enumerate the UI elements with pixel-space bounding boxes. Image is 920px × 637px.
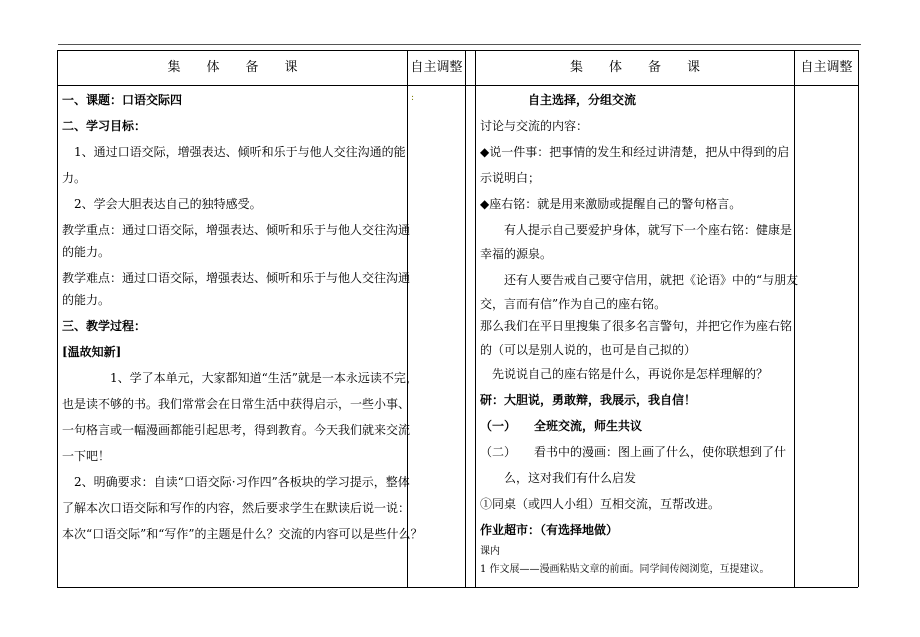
text-line: 也是读不够的书。我们常常会在日常生活中获得启示，一些小事、 [62,397,411,411]
header-row-divider [57,85,858,86]
text-line: 示说明白； [480,171,541,185]
right-content [480,89,799,579]
section-heading: 三、教学过程： [62,319,147,333]
text-line: 的（可以是别人说的，也可是自己拟的） [480,343,697,357]
text-line: 1、通过口语交际，增强表达、倾听和乐于与他人交往沟通的能 [74,145,406,159]
text-line: 2、学会大胆表达自己的独特感受。 [74,197,262,211]
text-line: 1 作文展——漫画粘贴文章的前面。同学间传阅浏览，互提建议。 [480,564,770,575]
right-header-adjust: 自主调整 [800,60,853,75]
section-heading: 二、学习目标： [62,119,147,133]
table-border-right [858,50,859,587]
text-line: 一句格言或一幅漫画都能引起思考，得到教育。今天我们就来交流 [62,423,411,437]
text-line: （二） 看书中的漫画：图上画了什么，使你联想到了什 [480,445,787,459]
text-line: 一下吧！ [62,449,111,463]
text-line: 幸福的源泉。 [480,247,553,261]
text-line: 先说说自己的座右铭是什么，再说你是怎样理解的？ [492,367,769,381]
left-header-title: 集 体 备 课 [167,60,298,75]
text-line: ①同桌（或四人小组）互相交流，互帮改进。 [480,497,721,511]
left-content [62,89,423,545]
table-border-bottom [57,587,858,588]
text-line: 么，这对我们有什么启发 [504,471,637,485]
text-line: 2、明确要求：自读“口语交际·习作四”各板块的学习提示，整体 [74,475,410,489]
text-line: 本次“口语交际”和“写作”的主题是什么？交流的内容可以是些什么？ [62,527,423,541]
text-line: ◆说一件事：把事情的发生和经过讲清楚，把从中得到的启 [480,145,790,159]
lesson-title: 一、课题：口语交际四 [62,93,183,107]
text-line: 力。 [62,171,87,185]
text-line: 那么我们在平日里搜集了很多名言警句，并把它作为座右铭 [480,319,793,333]
text-line: ◆座右铭：就是用来激励或提醒自己的警句格言。 [480,197,742,211]
text-line: 教学重点：通过口语交际，增强表达、倾听和乐于与他人交往沟通 [62,223,411,237]
section-heading: 自主选择，分组交流 [528,93,637,107]
text-line: 的能力。 [62,293,111,307]
section-heading: （一） 全班交流，师生共议 [480,419,643,433]
table-divider [794,50,795,587]
top-rule [58,44,861,45]
table-border-left [57,50,58,587]
left-header-adjust: 自主调整 [410,60,463,75]
text-line: 有人提示自己要爱护身体，就写下一个座右铭：健康是 [504,223,793,237]
text-line: 课内 [480,546,500,557]
text-line: 了解本次口语交际和写作的内容，然后要求学生在默读后说一说： [62,501,411,515]
section-heading: 作业超市：（有选择地做） [480,523,619,537]
section-heading: [温故知新] [62,345,122,359]
text-line: 的能力。 [62,245,111,259]
text-line: 讨论与交流的内容： [480,119,589,133]
text-line: 交，言而有信”作为自己的座右铭。 [480,297,667,311]
table-divider [465,50,466,587]
section-heading: 研：大胆说，勇敢辩，我展示，我自信！ [480,393,697,407]
text-line: 还有人要告戒自己要守信用，就把《论语》中的“与朋友 [504,273,799,287]
table-divider [475,50,476,587]
text-line: 教学难点：通过口语交际，增强表达、倾听和乐于与他人交往沟通 [62,271,411,285]
dot-mark: : [411,93,415,103]
text-line: 1、学了本单元，大家都知道“生活”就是一本永远读不完， [110,371,418,385]
right-header-title: 集 体 备 课 [569,60,700,75]
